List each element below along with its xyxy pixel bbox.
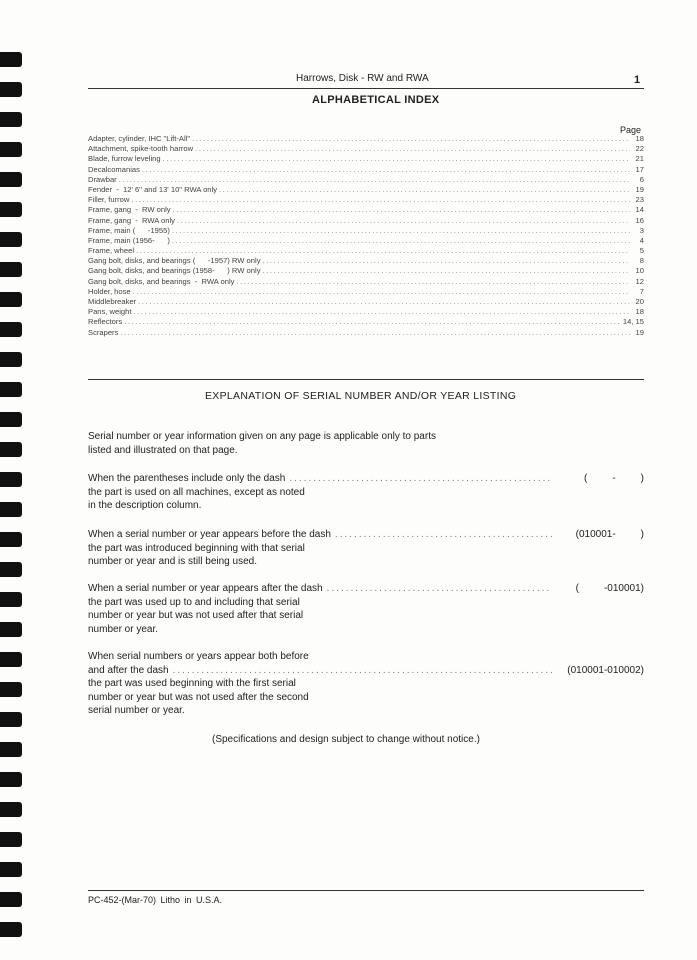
- index-entry-label: Attachment, spike-tooth harrow: [88, 144, 194, 154]
- row-text: When the parentheses include only the dash: [88, 473, 286, 484]
- index-entry-label: Gang bolt, disks, and bearings - RWA only: [88, 276, 235, 286]
- index-entry: [88, 317, 644, 327]
- binding-tab: [0, 172, 22, 187]
- binding-tab: [0, 712, 22, 727]
- index-entry-label: Frame, gang - RW only: [88, 205, 171, 215]
- row-text: the part is used on all machines, except as noted: [88, 486, 305, 498]
- index-entry-page: 10: [635, 266, 644, 276]
- leader-dots: [236, 277, 630, 287]
- index-entry-page: 14: [635, 205, 644, 215]
- binding-tab: [0, 322, 22, 337]
- explanation-row: [88, 582, 644, 636]
- binding-tab: [0, 652, 22, 667]
- index-entry: [88, 185, 644, 195]
- row-text: the part was used up to and including that serial: [88, 596, 300, 608]
- explanation-row: [88, 528, 644, 569]
- row-example: (010001- ): [575, 529, 644, 540]
- index-entry: [88, 154, 644, 164]
- leader-dots: [133, 287, 630, 297]
- index-entry-page: 5: [639, 246, 644, 256]
- leader-dots: [173, 664, 552, 678]
- row-text: the part was introduced beginning with that serial: [88, 542, 305, 554]
- footer-rule: [88, 890, 644, 891]
- index-entry-page: 17: [635, 164, 644, 174]
- leader-dots: [219, 185, 630, 195]
- leader-dots: [289, 472, 552, 486]
- page-number: 1: [634, 74, 641, 86]
- index-entry: [88, 256, 644, 266]
- binding-tab: [0, 232, 22, 247]
- index-entry-page: 8: [639, 256, 644, 266]
- index-entry-label: Gang bolt, disks, and bearings (1958- ) RW only: [88, 266, 261, 276]
- leader-dots: [173, 205, 630, 215]
- index-entry-page: 19: [635, 184, 644, 194]
- binding-tab: [0, 862, 22, 877]
- binding-tab: [0, 352, 22, 367]
- row-text: number or year.: [88, 623, 159, 635]
- index-entry-page: 6: [639, 174, 644, 184]
- row-text: When a serial number or year appears before the dash: [88, 529, 331, 540]
- index-entry-label: Adapter, cylinder, IHC "Lift-All": [88, 134, 191, 143]
- index-entry-label: Middlebreaker: [88, 297, 137, 306]
- index-entry: [88, 144, 644, 154]
- binding-tab: [0, 802, 22, 817]
- binding-tab: [0, 112, 22, 127]
- index-entry-label: Decalcomanias: [88, 164, 140, 174]
- index-entry-label: Holder, hose: [88, 286, 131, 296]
- binding-tab: [0, 52, 22, 67]
- leader-dots: [142, 165, 630, 175]
- binding-tab: [0, 382, 22, 397]
- page-column-label: Page: [620, 125, 642, 135]
- index-entry-page: 4: [639, 235, 644, 245]
- binding-tab: [0, 682, 22, 697]
- leader-dots: [335, 528, 552, 542]
- index-entry: [88, 216, 644, 226]
- row-example: ( - ): [584, 473, 644, 484]
- binding-tab: [0, 292, 22, 307]
- section-rule: [88, 379, 644, 380]
- leader-dots: [136, 246, 630, 256]
- row-text: number or year but was not used after that serial: [88, 610, 304, 621]
- leader-dots: [131, 195, 630, 205]
- notice-text: (Specifications and design subject to change without notice.): [212, 734, 480, 745]
- index-entry: [88, 266, 644, 276]
- binding-tab: [0, 592, 22, 607]
- leader-dots: [138, 297, 630, 307]
- row-text: When serial numbers or years appear both before: [88, 651, 309, 662]
- intro-line: Serial number or year information given on any page is applicable only to parts: [88, 431, 436, 442]
- row-example: (010001-010002): [567, 664, 644, 676]
- index-title: ALPHABETICAL INDEX: [312, 94, 440, 106]
- binding-tab: [0, 832, 22, 847]
- leader-dots: [120, 328, 630, 338]
- leader-dots: [192, 134, 630, 144]
- binding-tab: [0, 262, 22, 277]
- binding-tab: [0, 472, 22, 487]
- index-entry: [88, 205, 644, 215]
- leader-dots: [195, 144, 630, 154]
- binding-tab: [0, 442, 22, 457]
- index-entry-page: 3: [639, 225, 644, 235]
- index-entry-label: Fender - 12' 6" and 13' 10" RWA only: [88, 184, 218, 194]
- index-entry-label: Scrapers: [88, 327, 119, 337]
- binding-tab: [0, 742, 22, 757]
- row-text: serial number or year.: [88, 705, 185, 716]
- index-entry: [88, 134, 644, 144]
- index-entry-page: 18: [635, 307, 644, 317]
- binding-tab: [0, 502, 22, 517]
- index-entry-label: Frame, main (1956- ): [88, 235, 170, 245]
- binding-tab: [0, 412, 22, 427]
- index-entry: [88, 165, 644, 175]
- leader-dots: [119, 175, 630, 185]
- binding-tab: [0, 922, 22, 937]
- row-text: number or year and is still being used.: [88, 556, 257, 567]
- index-entry-label: Pans, weight: [88, 307, 132, 317]
- leader-dots: [124, 317, 621, 327]
- index-entry-label: Frame, main ( -1955): [88, 225, 170, 235]
- explanation-row: [88, 650, 644, 718]
- index-entry-page: 7: [639, 286, 644, 296]
- index-entry-label: Frame, wheel: [88, 246, 135, 256]
- index-entry: [88, 277, 644, 287]
- header-title: Harrows, Disk - RW and RWA: [296, 73, 429, 84]
- index-entry-page: 23: [635, 195, 644, 205]
- index-entry: [88, 175, 644, 185]
- index-entry-page: 21: [635, 154, 644, 164]
- binding-tab: [0, 142, 22, 157]
- leader-dots: [172, 236, 630, 246]
- binding-tab: [0, 892, 22, 907]
- intro-line: listed and illustrated on that page.: [88, 444, 238, 456]
- leader-dots: [163, 154, 630, 164]
- index-entry: [88, 195, 644, 205]
- index-entry: [88, 297, 644, 307]
- row-text: in the description column.: [88, 500, 202, 511]
- leader-dots: [133, 307, 630, 317]
- row-text: When a serial number or year appears after the dash: [88, 583, 323, 594]
- intro-paragraph: [88, 430, 436, 457]
- index-entry-page: 20: [635, 297, 644, 306]
- binding-tab: [0, 202, 22, 217]
- binding-tab: [0, 532, 22, 547]
- index-entry-label: Frame, gang - RWA only: [88, 215, 175, 225]
- index-entry-label: Drawbar: [88, 174, 117, 184]
- index-entry-label: Reflectors: [88, 317, 123, 327]
- index-entry-page: 22: [635, 144, 644, 154]
- index-entry-label: Gang bolt, disks, and bearings ( -1957) RW only: [88, 256, 261, 266]
- binding-tab: [0, 772, 22, 787]
- index-entry: [88, 287, 644, 297]
- index-entry: [88, 328, 644, 338]
- footer-text: PC-452-(Mar-70) Litho in U.S.A.: [88, 895, 223, 905]
- explanation-row: [88, 472, 644, 513]
- explanation-title: EXPLANATION OF SERIAL NUMBER AND/OR YEAR LISTING: [205, 390, 517, 402]
- leader-dots: [177, 216, 630, 226]
- index-list: [88, 134, 644, 338]
- index-entry-page: 18: [635, 134, 644, 143]
- leader-dots: [327, 582, 552, 596]
- index-entry-label: Blade, furrow leveling: [88, 154, 161, 164]
- index-entry: [88, 226, 644, 236]
- index-entry-page: 12: [635, 276, 644, 286]
- leader-dots: [263, 256, 631, 266]
- index-entry: [88, 236, 644, 246]
- row-text: number or year but was not used after the second: [88, 691, 309, 703]
- header-rule: [88, 88, 644, 89]
- leader-dots: [263, 266, 631, 276]
- row-text: the part was used beginning with the first serial: [88, 678, 296, 689]
- index-entry-label: Filler, furrow: [88, 195, 130, 205]
- leader-dots: [172, 226, 630, 236]
- row-text: and after the dash: [88, 664, 169, 676]
- row-example: ( -010001): [575, 583, 644, 594]
- spiral-binding: [0, 0, 26, 960]
- binding-tab: [0, 82, 22, 97]
- index-entry: [88, 307, 644, 317]
- index-entry: [88, 246, 644, 256]
- binding-tab: [0, 562, 22, 577]
- index-entry-page: 16: [635, 215, 644, 225]
- index-entry-page: 19: [635, 327, 644, 337]
- binding-tab: [0, 622, 22, 637]
- index-entry-page: 14, 15: [622, 317, 644, 327]
